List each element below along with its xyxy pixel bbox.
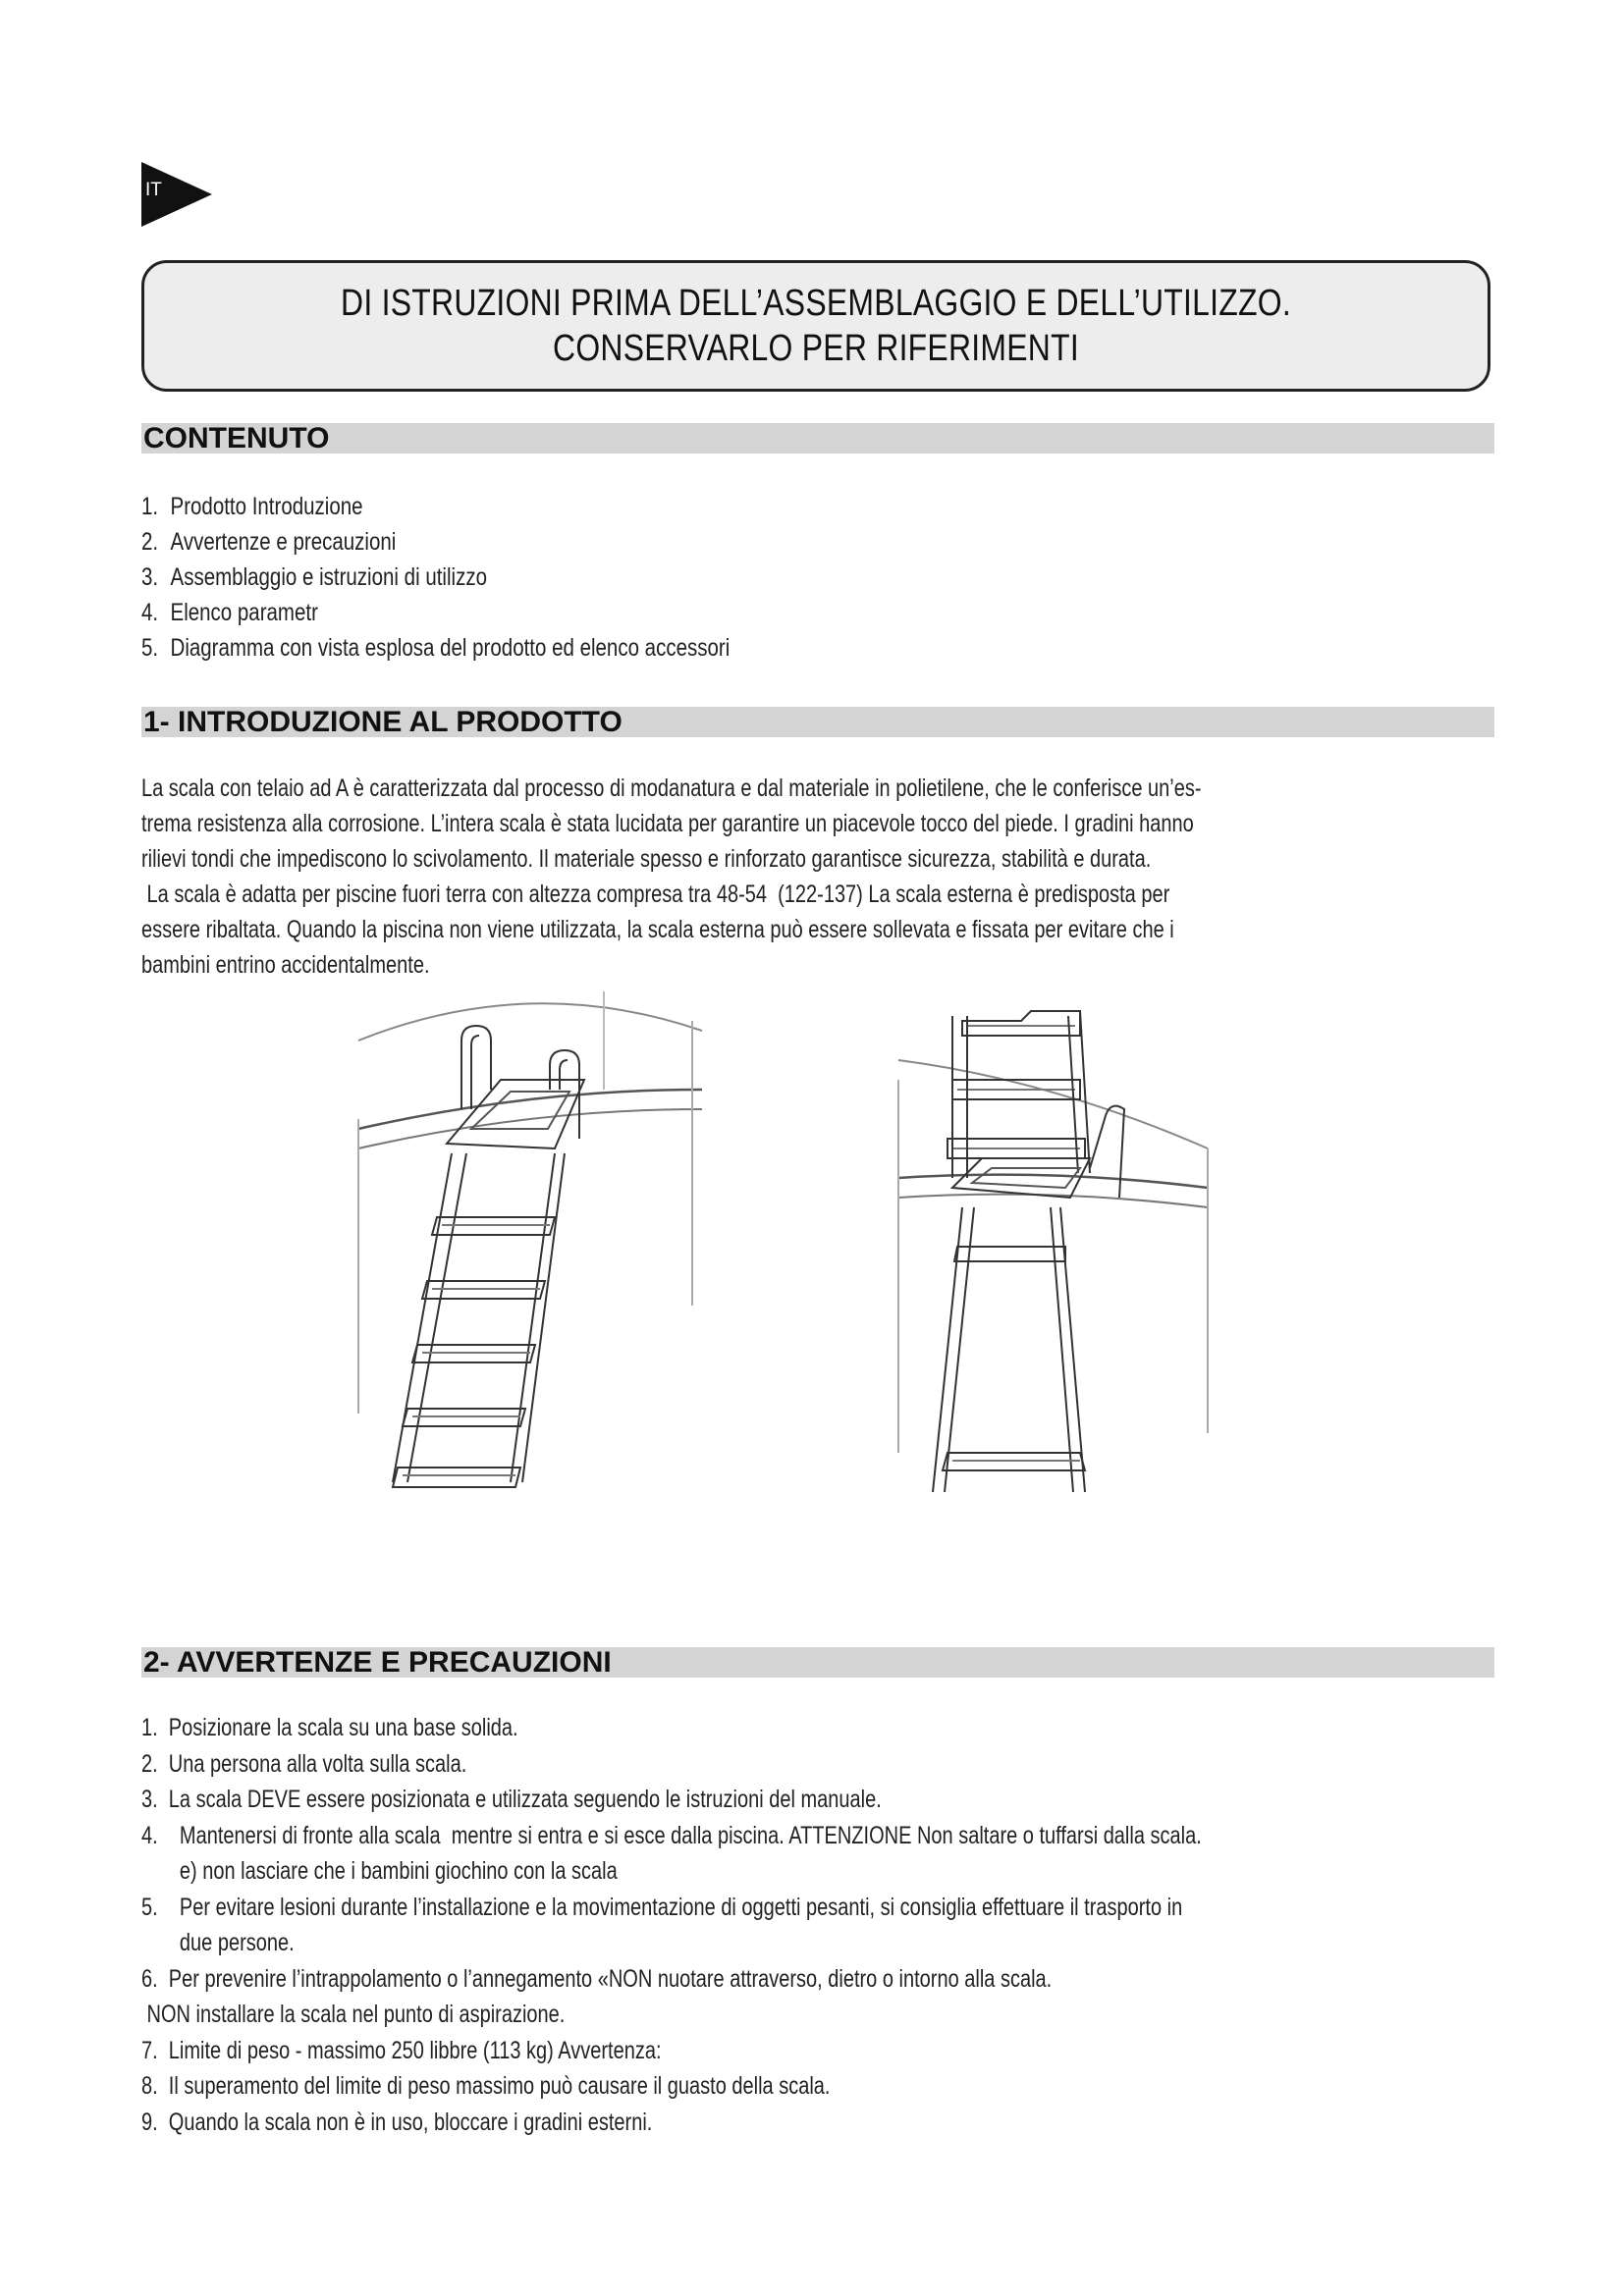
contents-list xyxy=(141,489,859,666)
title-line-2: CONSERVARLO PER RIFERIMENTI xyxy=(553,328,1079,369)
intro-line: La scala con telaio ad A è caratterizzata dal processo di modanatura e dal materiale in polietilene, che le conferisce un’es- xyxy=(141,774,1202,802)
title-line-1: DI ISTRUZIONI PRIMA DELL’ASSEMBLAGGIO E DELL’UTILIZZO. xyxy=(341,283,1291,324)
language-tab xyxy=(141,162,212,227)
language-code: IT xyxy=(145,180,162,200)
list-item: 1. Posizionare la scala su una base solida. xyxy=(141,1714,518,1741)
list-item: NON installare la scala nel punto di aspirazione. xyxy=(141,2001,566,2028)
intro-heading: 1- INTRODUZIONE AL PRODOTTO xyxy=(141,707,1494,737)
list-item: 6. Per prevenire l’intrappolamento o l’annegamento «NON nuotare attraverso, dietro o intorno alla scala. xyxy=(141,1964,1053,1993)
ladder-raised-icon xyxy=(893,1001,1218,1531)
intro-paragraph xyxy=(141,771,1494,983)
intro-line: La scala è adatta per piscine fuori terra con altezza compresa tra 48-54 (122-137) La scala esterna è predisposta per xyxy=(141,881,1170,908)
intro-line: essere ribaltata. Quando la piscina non viene utilizzata, la scala esterna può essere sollevata e fissata per evitare che i xyxy=(141,916,1174,943)
list-item: 9. Quando la scala non è in uso, bloccare i gradini esterni. xyxy=(141,2108,653,2136)
list-item: 3. Assemblaggio e istruzioni di utilizzo xyxy=(141,563,487,591)
list-item: 8. Il superamento del limite di peso massimo può causare il guasto della scala. xyxy=(141,2072,831,2100)
warnings-heading: 2- AVVERTENZE E PRECAUZIONI xyxy=(141,1647,1494,1678)
list-item: 1. Prodotto Introduzione xyxy=(141,493,363,520)
intro-line: rilievi tondi che impediscono lo scivolamento. Il materiale spesso e rinforzato garantisce sicurezza, stabilità e durata. xyxy=(141,845,1152,873)
intro-line: bambini entrino accidentalmente. xyxy=(141,951,430,979)
title-banner xyxy=(141,260,1490,392)
list-item: 3. La scala DEVE essere posizionata e utilizzata seguendo le istruzioni del manuale. xyxy=(141,1786,882,1813)
list-item: 4. Elenco parametr xyxy=(141,599,318,626)
intro-line: trema resistenza alla corrosione. L’intera scala è stata lucidata per garantire un piacevole tocco del piede. I gradini hanno xyxy=(141,810,1194,837)
ladder-down-icon xyxy=(353,982,707,1512)
contents-heading: CONTENUTO xyxy=(141,423,1494,454)
list-item: 5. Per evitare lesioni durante l’installazione e la movimentazione di oggetti pesanti, si consiglia effettuare il trasporto in xyxy=(141,1893,1183,1921)
list-item: 2. Una persona alla volta sulla scala. xyxy=(141,1749,467,1778)
list-item: 4. Mantenersi di fronte alla scala mentre si entra e si esce dalla piscina. ATTENZIONE Non saltare o tuffarsi dalla scala. xyxy=(141,1821,1202,1849)
list-item: 2. Avvertenze e precauzioni xyxy=(141,528,397,556)
list-item: due persone. xyxy=(141,1929,295,1956)
list-item: 5. Diagramma con vista esplosa del prodotto ed elenco accessori xyxy=(141,634,731,662)
list-item: e) non lasciare che i bambini giochino con la scala xyxy=(141,1857,618,1885)
list-item: 7. Limite di peso - massimo 250 libbre (113 kg) Avvertenza: xyxy=(141,2036,662,2064)
warnings-list xyxy=(141,1710,1467,2140)
